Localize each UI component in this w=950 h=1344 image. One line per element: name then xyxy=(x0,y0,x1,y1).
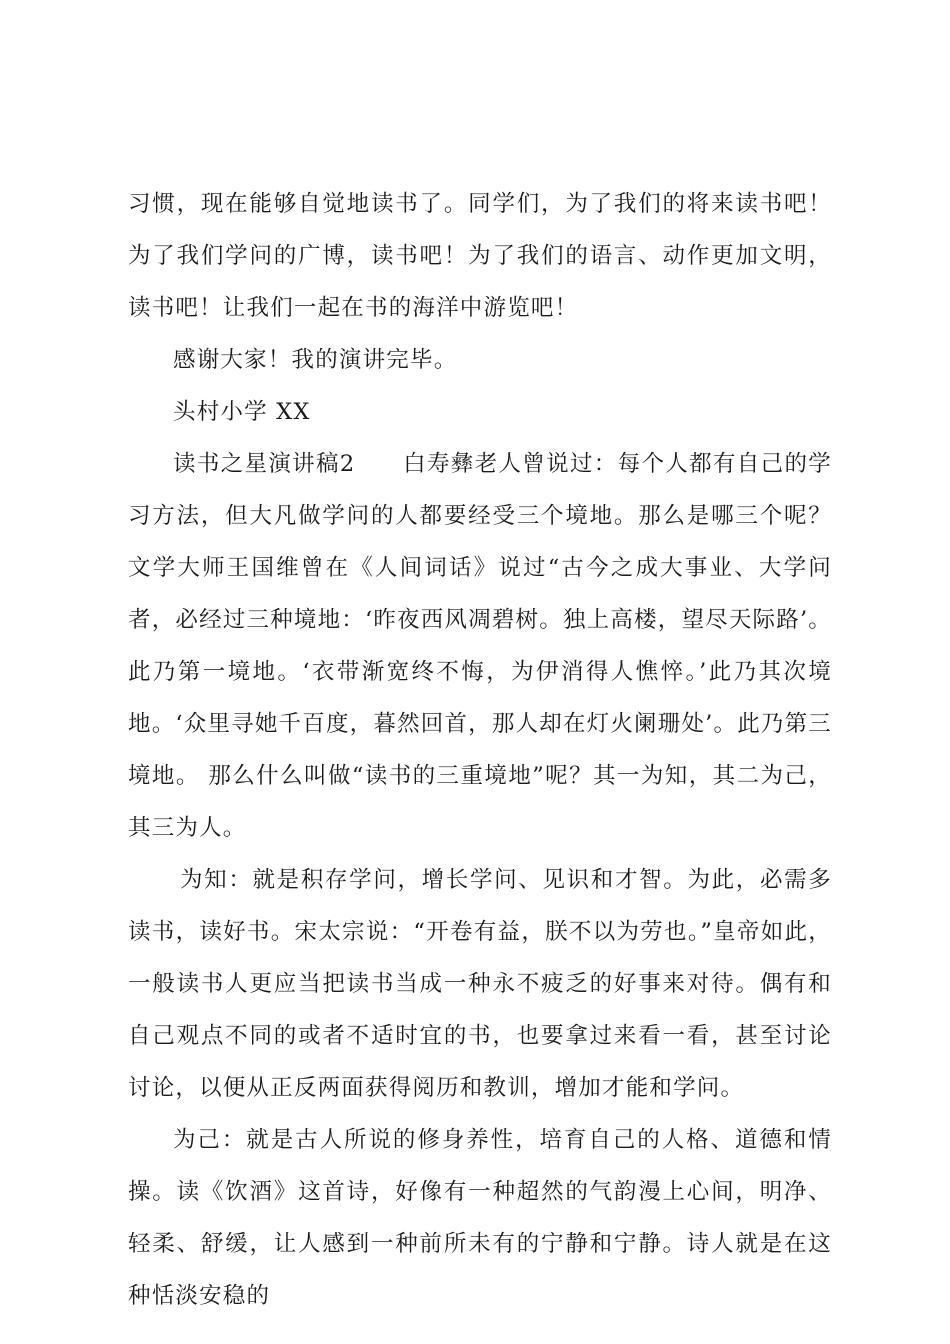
paragraph-signature: 头村小学 XX xyxy=(173,399,311,425)
paragraph-thanks: 感谢大家！我的演讲完毕。 xyxy=(173,347,458,373)
paragraph-continuation: 习惯，现在能够自觉地读书了。同学们，为了我们的将来读书吧！为了我们学问的广博，读书吧！为了我们的语言、动作更加文明，读书吧！让我们一起在书的海洋中游览吧！ xyxy=(128,191,832,321)
paragraph-speech-2-intro: 读书之星演讲稿2 白寿彝老人曾说过：每个人都有自己的学习方法，但大凡做学问的人都要经受三个境地。那么是哪三个呢？文学大师王国维曾在《人间词话》说过“古今之成大事业、大学问者，必经过三种境地：‘昨夜西风凋碧树。独上高楼，望尽天际路’。此乃第一境地。‘衣带渐宽终不悔，为伊消得人憔悴。’此乃其次境地。‘众里寻她千百度，暮然回首，那人却在灯火阑珊处’。此乃第三境地。 那么什么叫做“读书的三重境地”呢？其一为知，其二为己，其三为人。 xyxy=(128,451,833,841)
paragraph-for-self: 为己：就是古人所说的修身养性，培育自己的人格、道德和情操。读《饮酒》这首诗，好像有一种超然的气韵漫上心间，明净、轻柔、舒缓，让人感到一种前所未有的宁静和宁静。诗人就是在这种恬淡安稳的 xyxy=(128,1127,832,1309)
paragraph-for-knowledge: 为知：就是积存学问，增长学问、见识和才智。为此，必需多读书，读好书。宋太宗说：“开卷有益，朕不以为劳也。”皇帝如此，一般读书人更应当把读书当成一种永不疲乏的好事来对待。偶有和自己观点不同的或者不适时宜的书，也要拿过来看一看，甚至讨论讨论，以便从正反两面获得阅历和教训，增加才能和学问。 xyxy=(128,867,832,1101)
document-body xyxy=(128,178,832,1322)
